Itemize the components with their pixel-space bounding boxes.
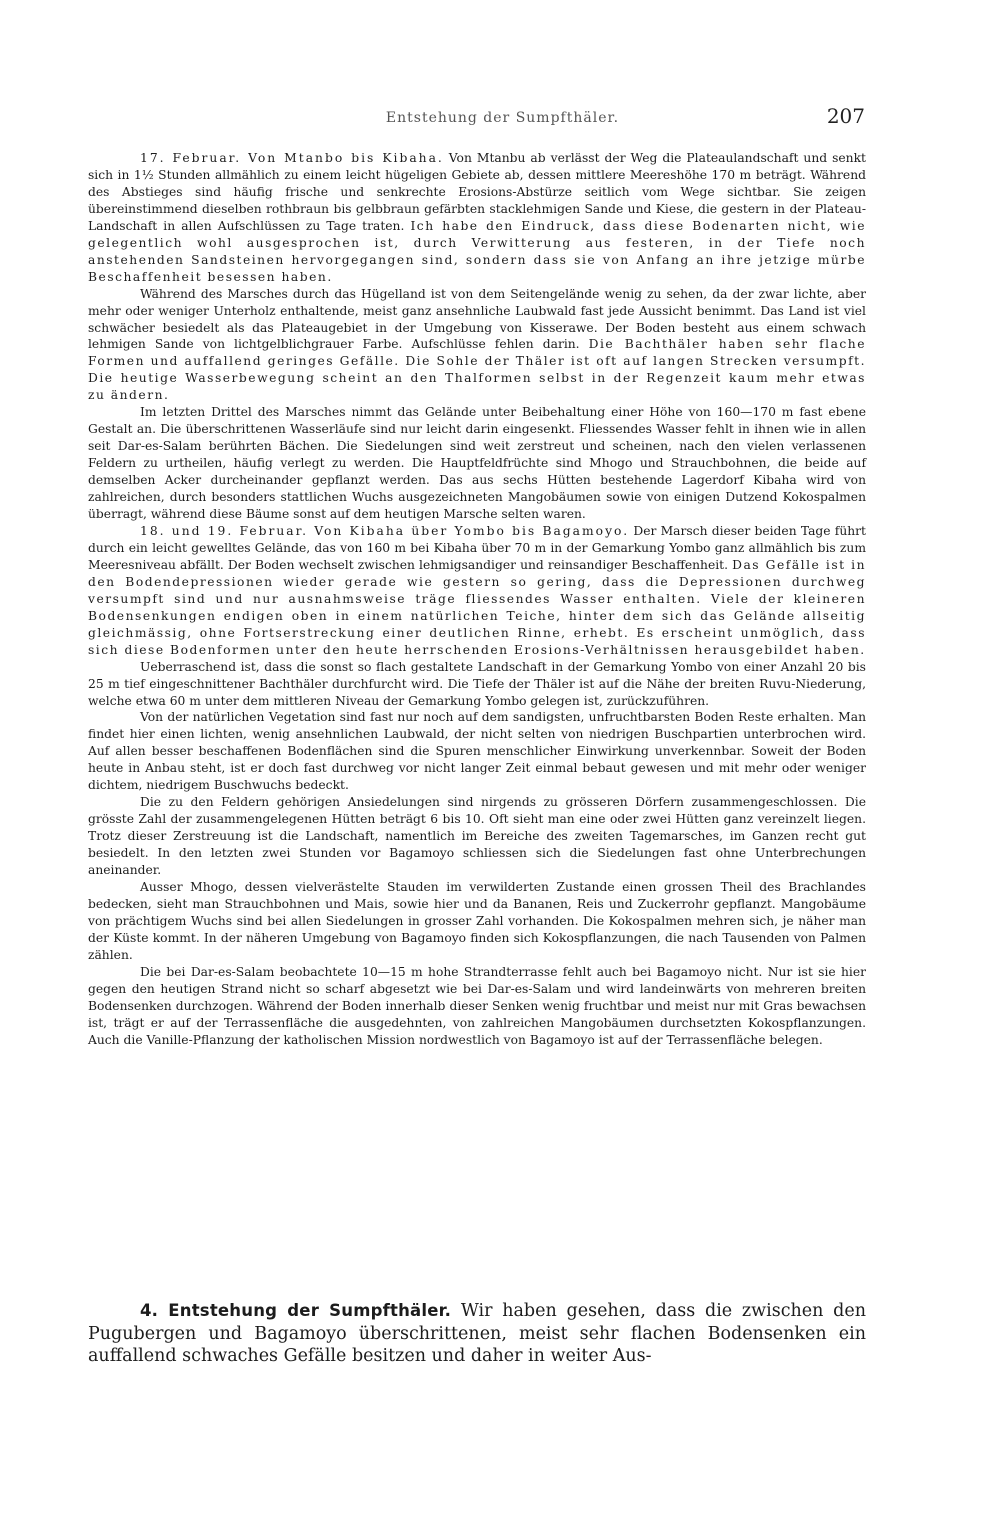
paragraph <box>88 794 866 879</box>
paragraph <box>88 150 866 286</box>
page-number: 207 <box>826 104 865 128</box>
body-text <box>88 150 866 1049</box>
paragraph-text: Die zu den Feldern gehörigen Ansiedelungen sind nirgends zu grösseren Dörfern zusammengeschlossen. Die grösste Zahl der zusammengelegenen Hütten beträgt 6 bis 10. Oft sieht man eine oder zwei Hütten ganz vereinzelt liegen. Trotz dieser Zerstreuung ist die Landschaft, namentlich im Bereiche des zweiten Tagemarsches, im Ganzen recht gut besiedelt. In den letzten zwei Stunden vor Bagamoyo schliessen sich die Siedelungen fast ohne Unterbrechungen aneinander. <box>88 795 866 878</box>
paragraph-text: Von der natürlichen Vegetation sind fast nur noch auf dem sandigsten, unfruchtbarsten Boden Reste erhalten. Man findet hier einen lichten, wenig ansehnlichen Laubwald, der nicht selten von niedrigen Buschpartien unterbrochen wird. Auf allen besser beschaffenen Bodenflächen sind die Spuren menschlicher Einwirkung unverkennbar. Soweit der Boden heute in Anbau steht, ist er doch fast durchweg vor nicht langer Zeit einmal bebaut gewesen und mit mehr oder weniger dichtem, niedrigem Buschwuchs bedeckt. <box>88 710 866 793</box>
paragraph-emphasis: Die Bachthäler haben sehr flache Formen und auffallend geringes Gefälle. Die Sohle der Thäler ist oft auf langen Strecken versumpft. Die heutige Wasserbewegung scheint an den Thalformen selbst in der Regenzeit kaum mehr etwas zu ändern. <box>88 337 866 403</box>
paragraph <box>88 286 866 405</box>
paragraph-text: Ausser Mhogo, dessen vielverästelte Stauden im verwilderten Zustande einen grossen Theil des Brachlandes bedecken, sieht man Strauchbohnen und Mais, sowie hier und da Bananen, Reis und Zuckerrohr gepflanzt. Mangobäume von prächtigem Wuchs sind bei allen Siedelungen in grosser Zahl vorhanden. Die Kokospalmen mehren sich, je näher man der Küste kommt. In der näheren Umgebung von Bagamoyo finden sich Kokospflanzungen, die nach Tausenden von Palmen zählen. <box>88 879 866 962</box>
section-text: Wir haben gesehen, dass die zwischen den Pugubergen und Bagamoyo überschrittenen, meist sehr flachen Bodensenken ein auffallend schwaches Gefälle besitzen und daher in weiter Aus- <box>88 1301 866 1367</box>
entry-date-heading: 18. und 19. Februar. Von Kibaha über Yombo bis Bagamoyo. <box>140 523 630 538</box>
entry-date-heading: 17. Februar. Von Mtanbo bis Kibaha. <box>140 151 444 165</box>
paragraph-text: Ueberraschend ist, dass die sonst so flach gestaltete Landschaft in der Gemarkung Yombo von einer Anzahl 20 bis 25 m tief eingeschnittener Bachthäler durchfurcht wird. Die Tiefe der Thäler ist auf die Nähe der breiten Ruvu-Niederung, welche etwa 60 m unter dem mittleren Niveau der Gemarkung Yombo gelegen ist, zurückzuführen. <box>88 659 866 708</box>
section-4 <box>88 1300 866 1368</box>
paragraph <box>88 404 866 523</box>
paragraph <box>88 659 866 710</box>
paragraph <box>88 709 866 794</box>
paragraph-emphasis: Ich habe den Eindruck, dass diese Bodenarten nicht, wie gelegentlich wohl ausgesprochen ist, durch Verwitterung aus festeren, in der Tiefe noch anstehenden Sandsteinen hervorgegangen sind, sondern dass sie von Anfang an ihre jetzige mürbe Beschaffenheit besessen haben. <box>88 218 866 284</box>
paragraph <box>88 964 866 1049</box>
paragraph-emphasis: Das Gefälle ist in den Bodendepressionen wieder gerade wie gestern so gering, dass die Depressionen durchweg versumpft sind und nur ausnahmsweise träge fliessendes Wasser enthalten. Viele der kleineren Bodensenkungen endigen oben in einem natürlichen Teiche, hinter dem sich das Gelände allseitig gleichmässig, ohne Fortserstreckung einer deutlichen Rinne, erhebt. Es erscheint unmöglich, dass sich diese Bodenformen unter den heute herrschenden Erosions-Verhältnissen herausgebildet haben. <box>88 557 866 657</box>
paragraph <box>88 879 866 964</box>
paragraph-text: Im letzten Drittel des Marsches nimmt das Gelände unter Beibehaltung einer Höhe von 160—170 m fast ebene Gestalt an. Die überschrittenen Wasserläufe sind nur leicht darin eingesenkt. Fliessendes Wasser fehlt in ihnen wie in allen seit Dar-es-Salam berührten Bächen. Die Siedelungen sind weit zerstreut und scheinen, nach den vielen verlassenen Feldern zu urtheilen, häufig verlegt zu werden. Die Hauptfeldfrüchte sind Mhogo und Strauchbohnen, die beide auf demselben Acker durcheinander gepflanzt werden. Das aus sechs Hütten bestehende Lagerdorf Kibaha wird von zahlreichen, durch besonders stattlichen Wuchs ausgezeichneten Mangobäumen sowie von einigen Dutzend Kokospalmen überragt, während diese Bäume sonst auf dem heutigen Marsche selten waren. <box>88 405 866 522</box>
running-head <box>140 104 865 134</box>
section-heading: 4. Entstehung der Sumpfthäler. <box>140 1301 452 1320</box>
paragraph-text: Der Marsch dieser beiden Tage führt durch ein leicht gewelltes Gelände, das von 160 m bei Kibaha über 70 m in der Gemarkung Yombo ganz allmählich bis zum Meeresniveau abfällt. Der Boden wechselt zwischen lehmigsandiger und reinsandiger Beschaffenheit. <box>88 523 866 572</box>
section-paragraph <box>88 1300 866 1368</box>
paragraph-text: Von Mtanbu ab verlässt der Weg die Plateaulandschaft und senkt sich in 1½ Stunden allmählich zu einem leicht hügeligen Gebiete ab, dessen mittlere Meereshöhe 170 m beträgt. Während des Abstieges sind häufig frische und senkrechte Erosions-Abstürze seitlich vom Wege sichtbar. Sie zeigen übereinstimmend dieselben rothbraun bis gelbbraun gefärbten stacklehmigen Sande und Kiese, die gestern in der Plateau-Landschaft in allen Aufschlüssen zu Tage traten. <box>88 151 866 233</box>
paragraph-text: Die bei Dar-es-Salam beobachtete 10—15 m hohe Strandterrasse fehlt auch bei Bagamoyo nicht. Nur ist sie hier gegen den heutigen Strand nicht so scharf abgesetzt wie bei Dar-es-Salam und wird landeinwärts von mehreren breiten Bodensenken durchzogen. Während der Boden innerhalb dieser Senken wenig fruchtbar und meist nur mit Gras bewachsen ist, trägt er auf der Terrassenfläche die ausgedehnten, von zahlreichen Mangobäumen durchsetzten Kokospflanzungen. Auch die Vanille-Pflanzung der katholischen Mission nordwestlich von Bagamoyo ist auf der Terrassenfläche belegen. <box>88 964 866 1047</box>
paragraph-text: Während des Marsches durch das Hügelland ist von dem Seitengelände wenig zu sehen, da der zwar lichte, aber mehr oder weniger Unterholz enthaltende, meist ganz ansehnliche Laubwald fast jede Aussicht benimmt. Das Land ist viel schwächer besiedelt als das Plateaugebiet in der Umgebung von Kisserawe. Der Boden besteht aus einem schwach lehmigen Sande von lichtgelblichgrauer Farbe. Aufschlüsse fehlen darin. <box>88 286 866 352</box>
paragraph <box>88 523 866 659</box>
running-title: Entstehung der Sumpfthäler. <box>385 110 620 126</box>
